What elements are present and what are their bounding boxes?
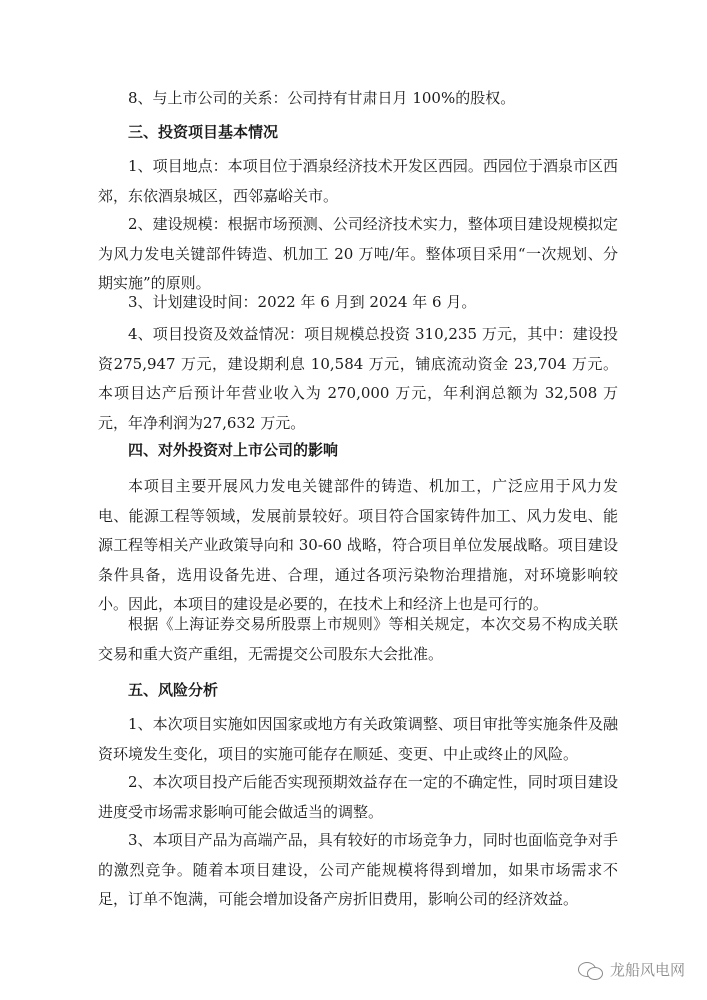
heading-risk-analysis: 五、风险分析	[128, 681, 219, 699]
wechat-icon	[578, 960, 604, 980]
watermark-text: 龙船风电网	[609, 961, 685, 979]
paragraph-relation: 8、与上市公司的关系：公司持有甘肃日月 100%的股权。	[128, 89, 516, 107]
paragraph-project-location: 1、项目地点：本项目位于酒泉经济技术开发区西园。西园位于酒泉市区西郊，东依酒泉城区，西邻嘉峪关市。	[98, 157, 618, 205]
watermark	[578, 959, 685, 980]
heading-impact: 四、对外投资对上市公司的影响	[128, 441, 339, 459]
heading-investment-project: 三、投资项目基本情况	[128, 123, 279, 141]
paragraph-risk-policy: 1、本次项目实施如因国家或地方有关政策调整、项目审批等实施条件及融资环境发生变化，项目的实施可能存在顺延、变更、中止或终止的风险。	[98, 715, 618, 763]
paragraph-risk-benefit: 2、本次项目投产后能否实现预期效益存在一定的不确定性，同时项目建设进度受市场需求影响可能会做适当的调整。	[98, 773, 618, 821]
paragraph-risk-competition: 3、本项目产品为高端产品，具有较好的市场竞争力，同时也面临竞争对手的激烈竞争。随着本项目建设，公司产能规模将得到增加，如果市场需求不足，订单不饱满，可能会增加设备产房折旧费用，影响公司的经济效益。	[98, 831, 618, 908]
paragraph-construction-time: 3、计划建设时间：2022 年 6 月到 2024 年 6 月。	[128, 293, 477, 311]
paragraph-impact-regulation: 根据《上海证券交易所股票上市规则》等相关规定，本次交易不构成关联交易和重大资产重组，无需提交公司股东大会批准。	[98, 615, 618, 663]
paragraph-impact-overview: 本项目主要开展风力发电关键部件的铸造、机加工，广泛应用于风力发电、能源工程等领域，发展前景较好。项目符合国家铸件加工、风力发电、能源工程等相关产业政策导向和 30-60 战略，符合项目单位发展战略。项目建设条件具备，选用设备先进、合理，通过各项污染物治理措施，对环境影响较小。因此，本项目的建设是必要的，在技术上和经济上也是可行的。	[98, 477, 618, 613]
paragraph-investment-benefit: 4、项目投资及效益情况：项目规模总投资 310,235 万元，其中：建设投资275,947 万元，建设期利息 10,584 万元，铺底流动资金 23,704 万元。本项目达产后预计年营业收入为 270,000 万元，年利润总额为 32,508 万元，年净利润为27,632 万元。	[98, 325, 618, 432]
paragraph-construction-scale: 2、建设规模：根据市场预测、公司经济技术实力，整体项目建设规模拟定为风力发电关键部件铸造、机加工 20 万吨/年。整体项目采用“一次规划、分期实施”的原则。	[98, 215, 618, 292]
